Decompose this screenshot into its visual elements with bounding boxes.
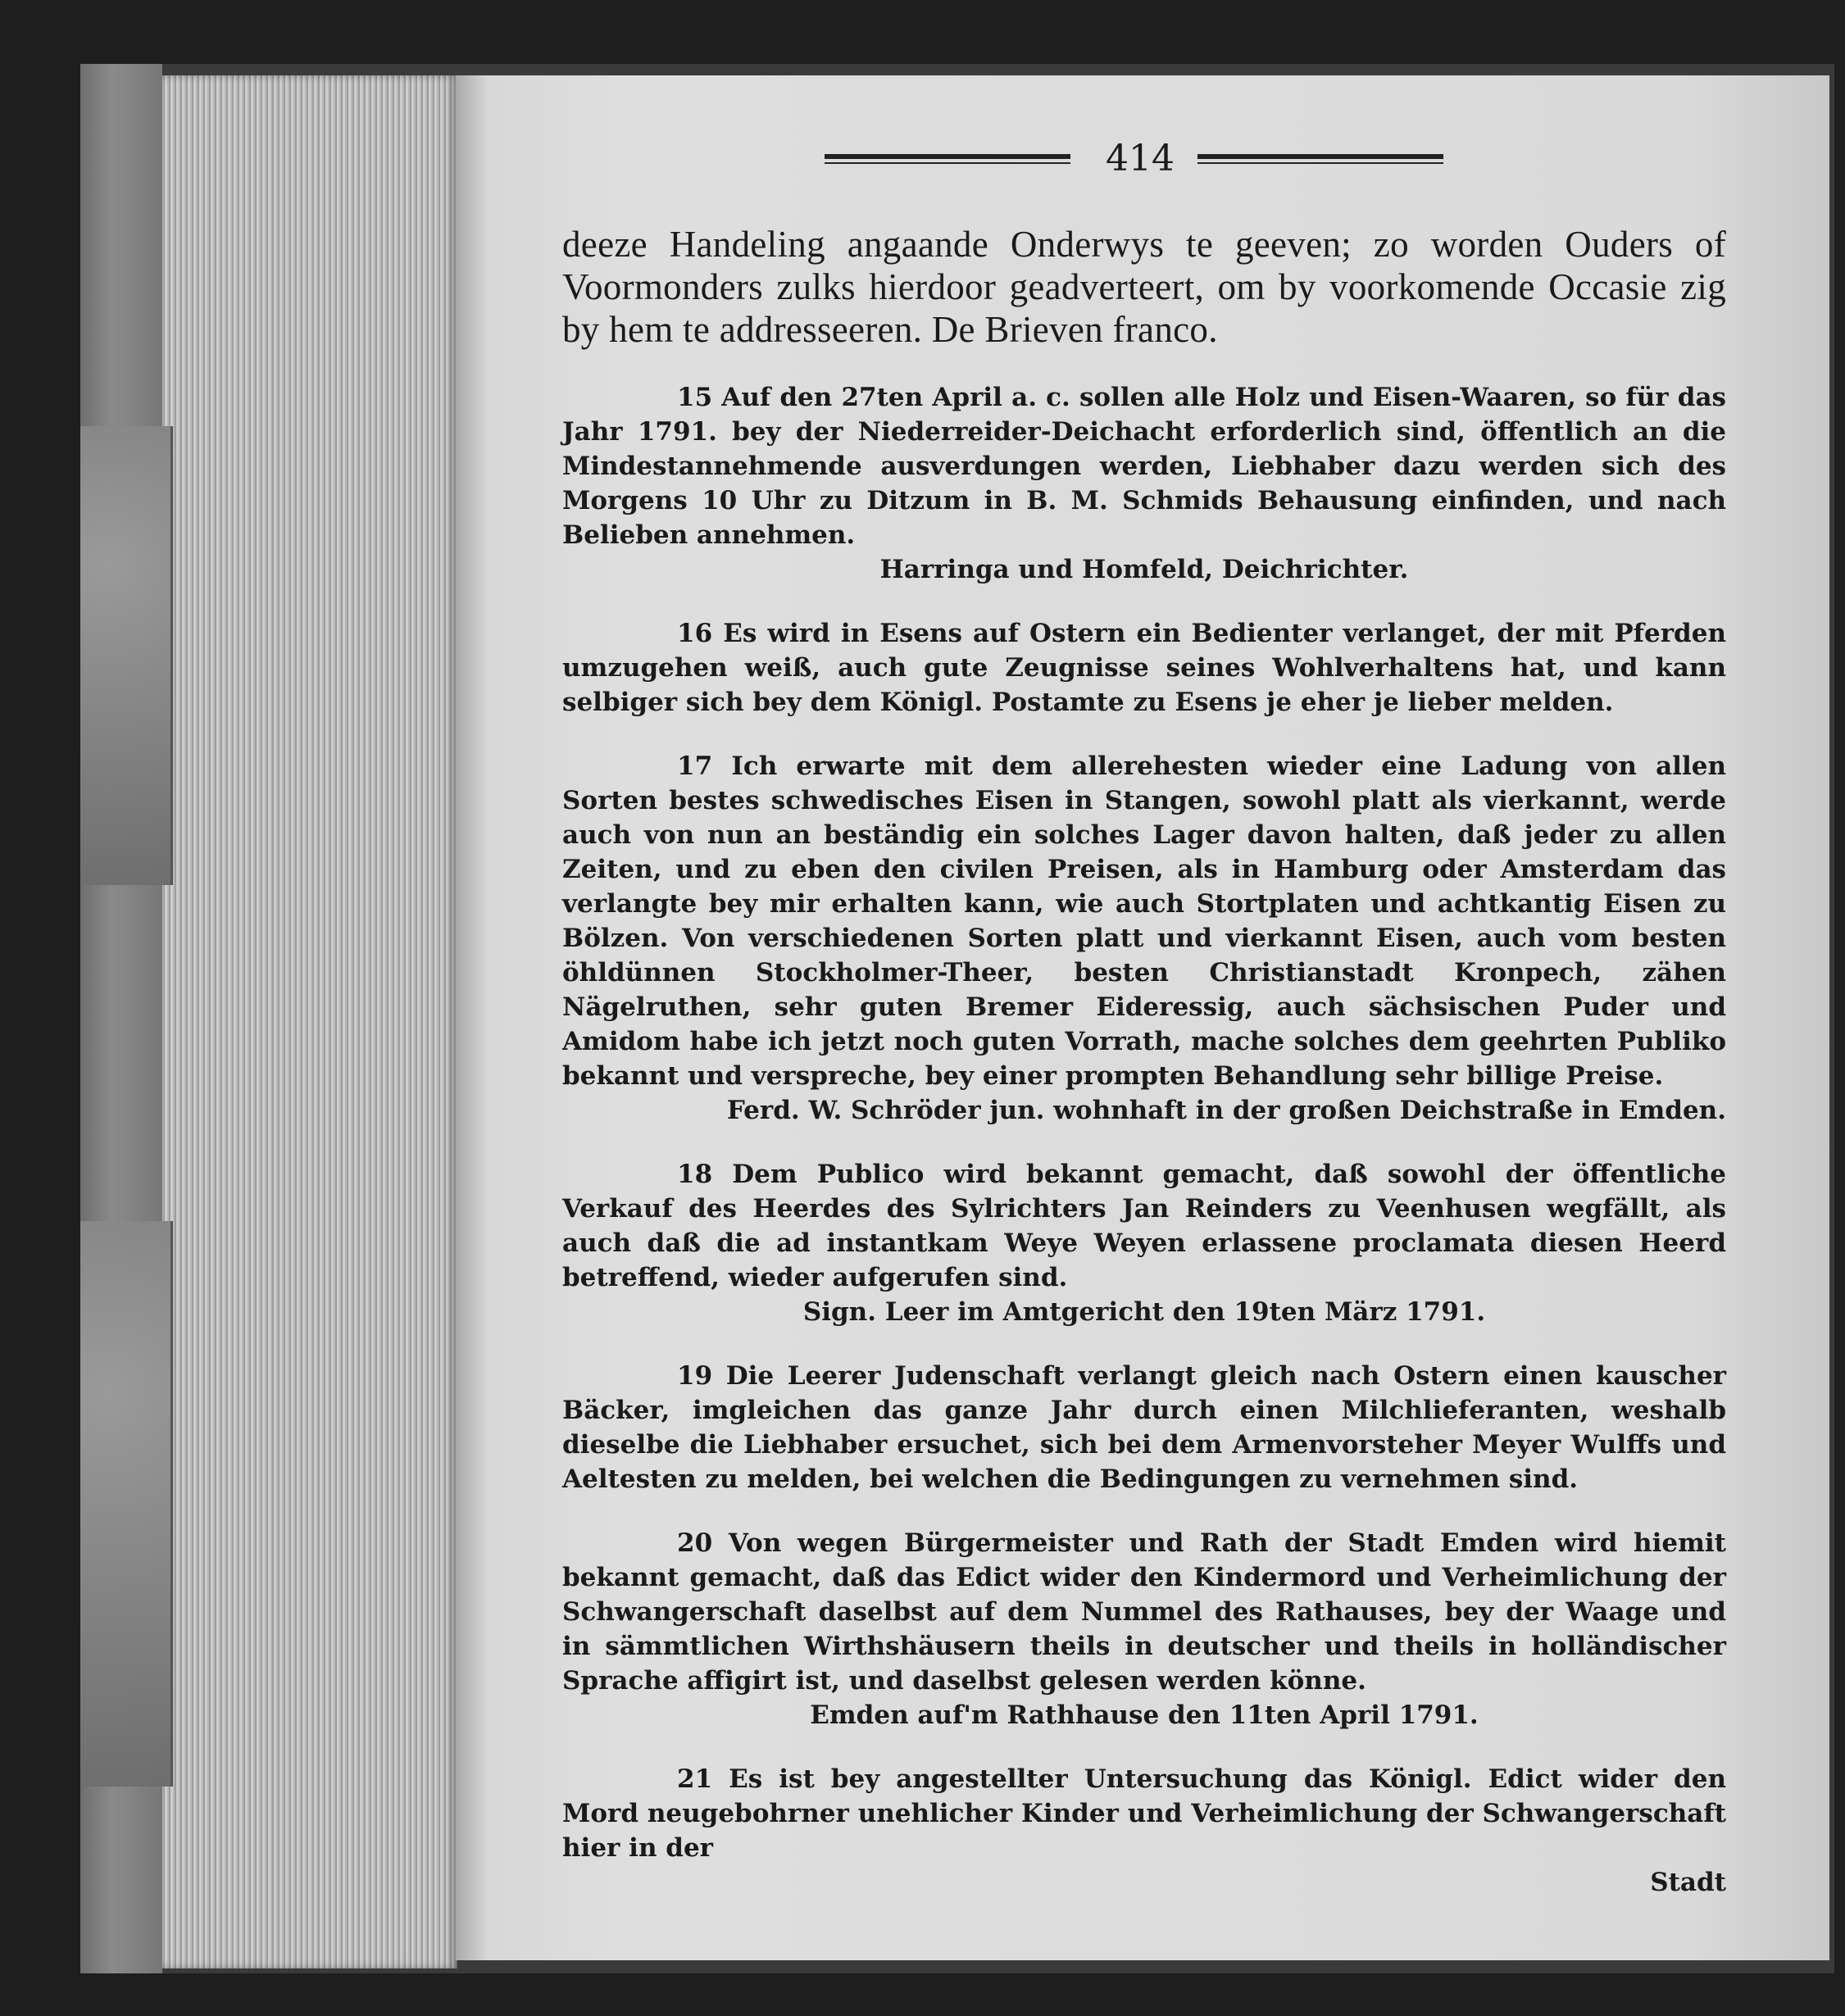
notice-text: Ich erwarte mit dem allerehesten wieder eine Ladung von allen Sorten bestes schwedisches Eisen in Stangen, sowohl platt als vierkannt, werde auch von nun an beständig ein solches Lager davon halten, daß jeder zu allen Zeiten, und zu eben den civilen Preisen, als in Hamburg oder Amsterdam das verlangte bey mir erhalten kann, wie auch Stortplaten und achtkantig Eisen zu Bölzen. Von verschiedenen Sorten platt und vierkannt Eisen, auch vom besten öhldünnen Stockholmer-Theer, besten Christianstadt Kronpech, zähen Nägelruthen, sehr guten Bremer Eideressig, auch sächsischen Puder und Amidom habe ich jetzt noch guten Vorrath, mache solches dem geehrten Publiko bekannt und verspreche, bey einer prompten Behandlung sehr billige Preise. — [562, 751, 1726, 1091]
header-rule-right — [1197, 154, 1443, 166]
notice-signature: Ferd. W. Schröder jun. wohnhaft in der großen Deichstraße in Emden. — [726, 1096, 1726, 1125]
notice-number: 21 — [677, 1764, 713, 1794]
dutch-intro-paragraph: deeze Handeling angaande Onderwys te geeven; zo worden Ouders of Voormonders zulks hierdoor geadverteert, om by voorkomende Occasie zig by hem te addresseeren. De Brieven franco. — [562, 224, 1726, 350]
page-body — [562, 223, 1726, 1900]
notice-signature: Sign. Leer im Amtgericht den 19ten März 1791. — [802, 1297, 1486, 1327]
cover-label-lower — [80, 1221, 173, 1787]
notice-text: Es ist bey angestellter Untersuchung das Königl. Edict wider den Mord neugebohrner unehlicher Kinder und Verheimlichung der Schwangerschaft hier in der — [562, 1764, 1726, 1863]
notice-text: Die Leerer Judenschaft verlangt gleich nach Ostern einen kauscher Bäcker, imgleichen das ganze Jahr durch einen Milchlieferanten, weshalb dieselbe die Liebhaber ersuchet, sich bei dem Armenvorsteher Meyer Wulffs und Aeltesten zu melden, bei welchen die Bedingungen zu vernehmen sind. — [562, 1361, 1727, 1494]
notice-20 — [562, 1526, 1726, 1698]
notice-number: 16 — [677, 619, 713, 648]
notice-text: Auf den 27ten April a. c. sollen alle Holz und Eisen-Waaren, so für das Jahr 1791. bey der Niederreider-Deichacht erforderlich sind, öffentlich an die Mindestannehmende ausverdungen werden, Liebhaber dazu werden sich des Morgens 10 Uhr zu Ditzum in B. M. Schmids Behausung einfinden, und nach Belieben annehmen. — [562, 383, 1726, 550]
notice-number: 18 — [677, 1160, 713, 1189]
notice-text: Dem Publico wird bekannt gemacht, daß sowohl der öffentliche Verkauf des Heerdes des Sylrichters Jan Reinders zu Veenhusen wegfällt, als auch daß die ad instantkam Weye Weyen erlassene proclamata diesen Heerd betreffend, wieder aufgerufen sind. — [562, 1160, 1726, 1292]
notice-number: 17 — [677, 751, 713, 781]
notice-19 — [562, 1359, 1726, 1496]
notice-number: 20 — [677, 1528, 713, 1558]
notice-number: 15 — [677, 383, 713, 412]
notice-text: Es wird in Esens auf Ostern ein Bedienter verlanget, der mit Pferden umzugehen weiß, auch gute Zeugnisse seines Wohlverhaltens hat, und kann selbiger sich bey dem Königl. Postamte zu Esens je eher je lieber melden. — [562, 619, 1726, 717]
notice-text: Von wegen Bürgermeister und Rath der Stadt Emden wird hiemit bekannt gemacht, daß das Edict wider den Kindermord und Verheimlichung der Schwangerschaft daselbst auf dem Nummel des Rathauses, bey der Waage und in sämmtlichen Wirthshäusern theils in deutscher und theils in holländischer Sprache affigirt ist, und daselbst gelesen werden könne. — [562, 1528, 1726, 1696]
notice-18 — [562, 1157, 1726, 1295]
header-rule-left — [825, 154, 1070, 166]
notice-17 — [562, 749, 1726, 1093]
page-header — [825, 138, 1439, 187]
catchword: Stadt — [1650, 1868, 1726, 1897]
page-number: 414 — [1106, 138, 1175, 179]
notice-16 — [562, 616, 1726, 720]
notice-number: 19 — [677, 1361, 713, 1391]
notice-21 — [562, 1762, 1726, 1865]
notice-signature: Emden auf'm Rathhause den 11ten April 1791. — [810, 1700, 1479, 1730]
notice-15 — [562, 380, 1726, 552]
cover-label-upper — [80, 426, 173, 885]
notice-signature: Harringa und Homfeld, Deichrichter. — [879, 555, 1409, 584]
